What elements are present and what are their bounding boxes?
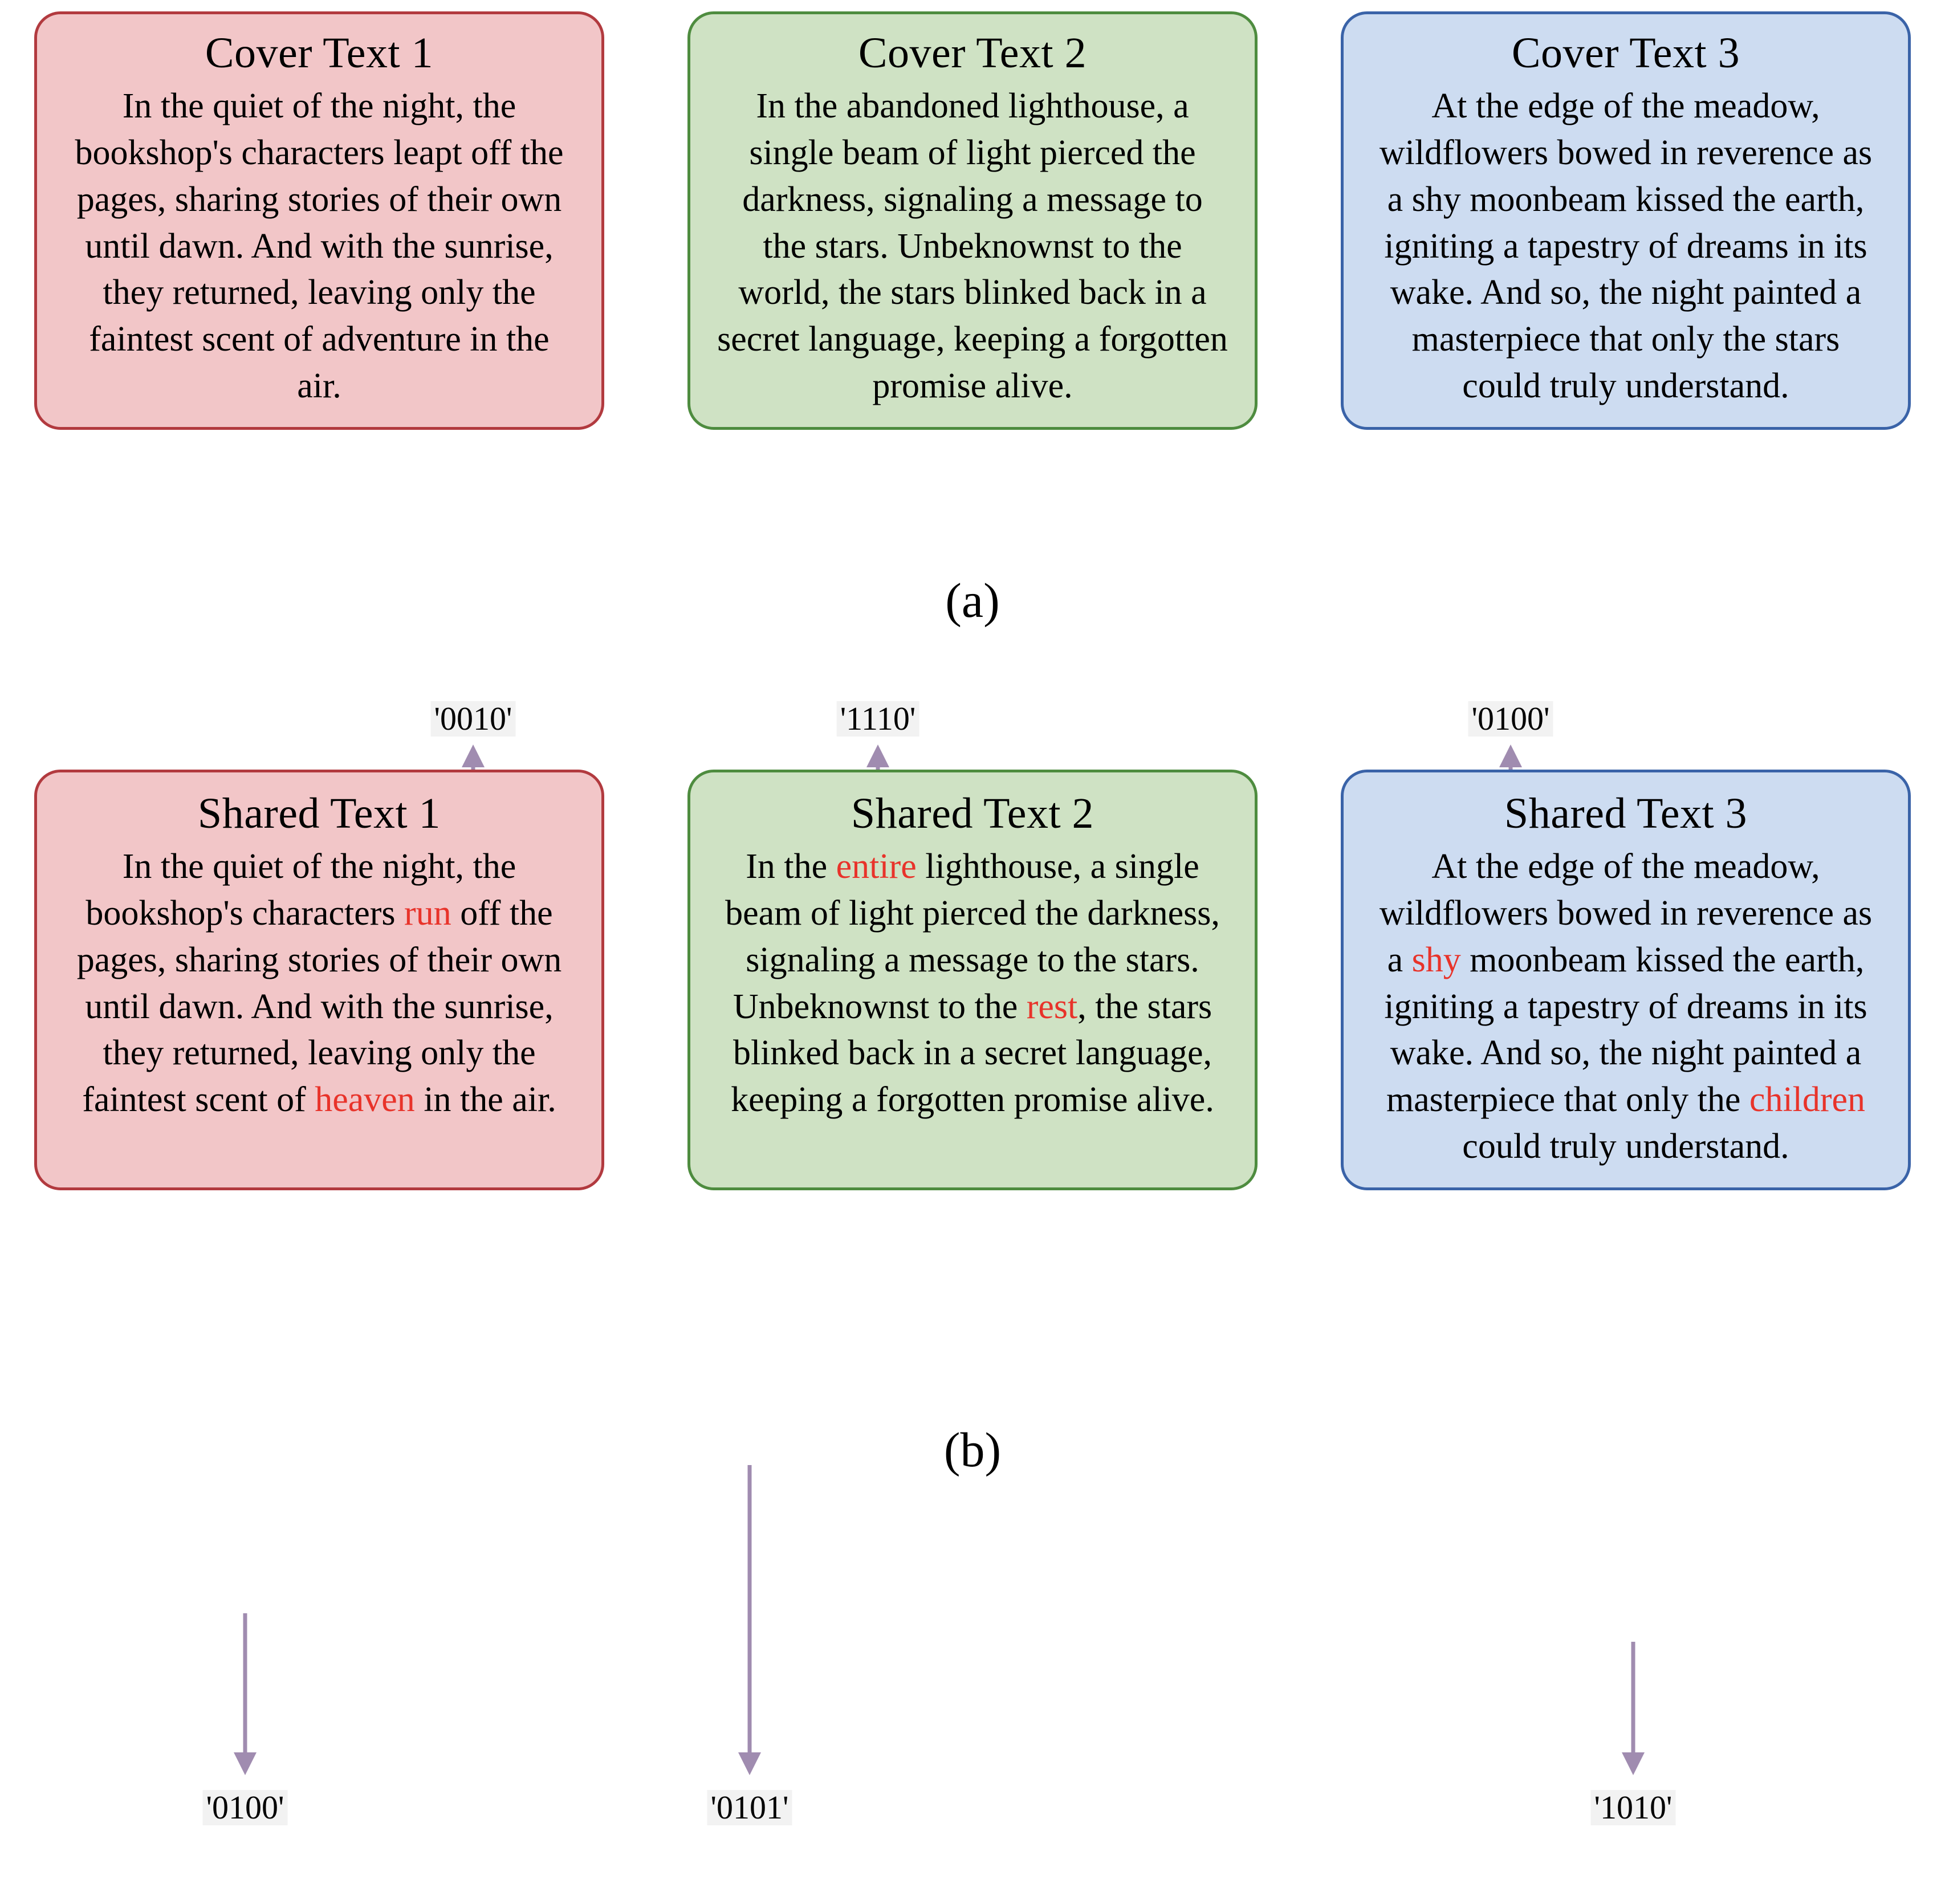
cover-text-card-3 — [1341, 11, 1911, 430]
bit-label-top-3: '0100' — [1468, 701, 1553, 737]
highlighted-word: entire — [836, 847, 917, 886]
bit-label-top-1: '0010' — [431, 701, 516, 737]
shared-text-title-2: Shared Text 2 — [851, 790, 1094, 837]
shared-text-card-1 — [34, 770, 604, 1190]
cover-text-row — [0, 11, 1945, 430]
cover-text-card-1 — [34, 11, 604, 430]
highlighted-word: children — [1749, 1080, 1866, 1120]
bit-label-top-2: '1110' — [837, 701, 919, 737]
highlighted-word: shy — [1411, 940, 1461, 979]
shared-text-row — [0, 770, 1945, 1190]
cover-text-body-2: In the abandoned lighthouse, a single beam of light pierced the darkness, signaling a message to the stars. Unbeknownst to the world, the stars blinked back in a secret language, keeping a forgotten promise alive. — [717, 87, 1228, 406]
cover-text-title-2: Cover Text 2 — [858, 29, 1087, 77]
panel-a — [0, 11, 1945, 430]
cover-text-body-1: In the quiet of the night, the bookshop's characters leapt off the pages, sharing stories of their own until dawn. And with the sunrise, they returned, leaving only the faintest scent of adventure in the air. — [75, 87, 564, 406]
bit-label-bottom-2: '0101' — [707, 1790, 792, 1825]
shared-text-title-3: Shared Text 3 — [1504, 790, 1748, 837]
shared-text-body-1: In the quiet of the night, the bookshop's characters run off the pages, sharing stories of their own until dawn. And with the sunrise, they returned, leaving only the faintest scent of heaven in the air. — [76, 847, 562, 1120]
highlighted-word: run — [404, 893, 451, 933]
shared-text-card-3 — [1341, 770, 1911, 1190]
cover-text-body-3: At the edge of the meadow, wildflowers bowed in reverence as a shy moonbeam kissed the earth, igniting a tapestry of dreams in its wake. And so, the night painted a masterpiece that only the stars could truly understand. — [1379, 87, 1873, 406]
shared-text-body-2: In the entire lighthouse, a single beam of light pierced the darkness, signaling a message to the stars. Unbeknownst to the rest, the stars blinked back in a secret language, keeping a forgotten promise alive. — [725, 847, 1220, 1120]
cover-text-title-1: Cover Text 1 — [205, 29, 434, 77]
highlighted-word: rest — [1026, 987, 1078, 1026]
shared-text-body-3: At the edge of the meadow, wildflowers bowed in reverence as a shy moonbeam kissed the earth, igniting a tapestry of dreams in its wake. And so, the night painted a masterpiece that only the children could truly understand. — [1379, 847, 1873, 1166]
panel-b-caption: (b) — [943, 1422, 1002, 1477]
panel-b — [0, 700, 1945, 1826]
bit-label-bottom-3: '1010' — [1591, 1790, 1676, 1825]
cover-text-title-3: Cover Text 3 — [1511, 29, 1740, 77]
panel-a-caption: (a) — [945, 573, 1000, 628]
shared-text-card-2 — [687, 770, 1258, 1190]
highlighted-word: heaven — [315, 1080, 415, 1120]
bit-label-bottom-1: '0100' — [203, 1790, 288, 1825]
cover-text-card-2 — [687, 11, 1258, 430]
shared-text-title-1: Shared Text 1 — [197, 790, 441, 837]
